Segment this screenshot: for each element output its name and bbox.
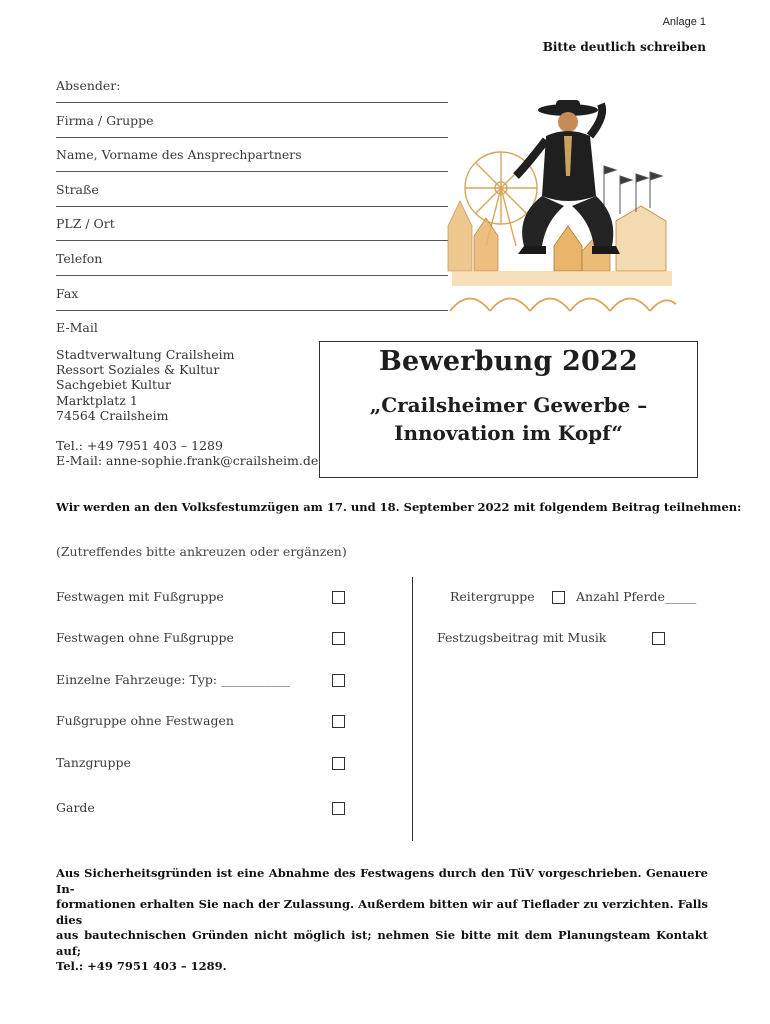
sender-field-label: Fax <box>56 285 79 301</box>
application-subtitle-line: Innovation im Kopf“ <box>394 421 623 445</box>
address-line: Ressort Soziales & Kultur <box>56 362 220 378</box>
contact-email: E-Mail: anne-sophie.frank@crailsheim.de <box>56 453 319 469</box>
sender-field-absender[interactable] <box>56 78 448 113</box>
checkbox-fussgruppe-ohne-festwagen[interactable] <box>332 715 345 728</box>
checkbox-tanzgruppe[interactable] <box>332 757 345 770</box>
participation-statement: Wir werden an den Volksfestumzügen am 17. und 18. September 2022 mit folgendem Beitrag teilnehmen: <box>56 500 742 514</box>
notice-line: formationen erhalten Sie nach der Zulassung. Außerdem bitten wir auf Tieflader zu verzichten. Falls dies <box>56 897 708 927</box>
flags-icon <box>604 166 662 214</box>
option-label: Fußgruppe ohne Festwagen <box>56 713 234 728</box>
sender-form <box>56 78 448 355</box>
contact-phone: Tel.: +49 7951 403 – 1289 <box>56 438 223 454</box>
sender-field-fax[interactable] <box>56 286 448 321</box>
fill-in-line <box>56 206 448 207</box>
sender-field-label: Name, Vorname des Ansprechpartners <box>56 147 302 163</box>
fill-in-line <box>56 275 448 276</box>
application-subtitle <box>320 391 697 447</box>
address-line: Sachgebiet Kultur <box>56 377 172 393</box>
attachment-label: Anlage 1 <box>662 16 706 28</box>
horse-count-field[interactable]: Anzahl Pferde_____ <box>576 589 697 604</box>
town-buildings-icon <box>448 201 672 286</box>
sender-field-label: Firma / Gruppe <box>56 112 154 128</box>
option-label: Tanzgruppe <box>56 755 131 770</box>
checkbox-reitergruppe[interactable] <box>552 591 565 604</box>
notice-line: Tel.: +49 7951 403 – 1289. <box>56 959 227 973</box>
address-line: Marktplatz 1 <box>56 392 138 408</box>
option-label: Festzugsbeitrag mit Musik <box>437 630 607 645</box>
checkbox-festzugsbeitrag-musik[interactable] <box>652 632 665 645</box>
option-label: Festwagen ohne Fußgruppe <box>56 630 234 645</box>
column-divider <box>412 577 413 841</box>
notice-line: aus bautechnischen Gründen nicht möglich ist; nehmen Sie bitte mit dem Planungsteam Kontakt auf; <box>56 928 708 958</box>
checkbox-festwagen-mit-fussgruppe[interactable] <box>332 591 345 604</box>
address-line: 74564 Crailsheim <box>56 407 169 423</box>
sender-field-strasse[interactable] <box>56 182 448 217</box>
write-clearly-note: Bitte deutlich schreiben <box>542 40 706 54</box>
sender-field-label: E-Mail <box>56 320 98 336</box>
checkbox-garde[interactable] <box>332 802 345 815</box>
sender-field-label: Telefon <box>56 250 103 266</box>
safety-notice <box>56 866 708 975</box>
sender-field-telefon[interactable] <box>56 251 448 286</box>
option-label: Garde <box>56 800 95 815</box>
fill-in-line <box>56 240 448 241</box>
sender-field-label: Absender: <box>56 78 121 93</box>
option-label: Festwagen mit Fußgruppe <box>56 589 224 604</box>
sender-field-label: PLZ / Ort <box>56 216 115 232</box>
fill-in-line <box>56 102 448 103</box>
fill-in-line <box>56 310 448 311</box>
fill-in-line <box>56 137 448 138</box>
sender-field-name[interactable] <box>56 147 448 182</box>
option-label[interactable]: Einzelne Fahrzeuge: Typ: ___________ <box>56 672 290 687</box>
address-line: Stadtverwaltung Crailsheim <box>56 347 235 362</box>
fill-in-line <box>56 171 448 172</box>
sender-field-firma[interactable] <box>56 113 448 148</box>
checkbox-festwagen-ohne-fussgruppe[interactable] <box>332 632 345 645</box>
application-title: Bewerbung 2022 <box>378 346 638 377</box>
instruction-hint: (Zutreffendes bitte ankreuzen oder ergänzen) <box>56 544 347 559</box>
recipient-address <box>56 347 318 468</box>
application-subtitle-line: „Crailsheimer Gewerbe – <box>369 393 648 417</box>
sender-field-label: Straße <box>56 181 99 197</box>
notice-line: Aus Sicherheitsgründen ist eine Abnahme des Festwagens durch den TüV vorgeschrieben. Genauere In- <box>56 866 708 896</box>
application-box <box>319 341 698 478</box>
festival-illustration <box>446 96 678 318</box>
checkbox-einzelne-fahrzeuge[interactable] <box>332 674 345 687</box>
bridge-arches-icon <box>450 299 676 312</box>
option-label: Reitergruppe <box>450 589 535 604</box>
sender-field-plz-ort[interactable] <box>56 216 448 251</box>
